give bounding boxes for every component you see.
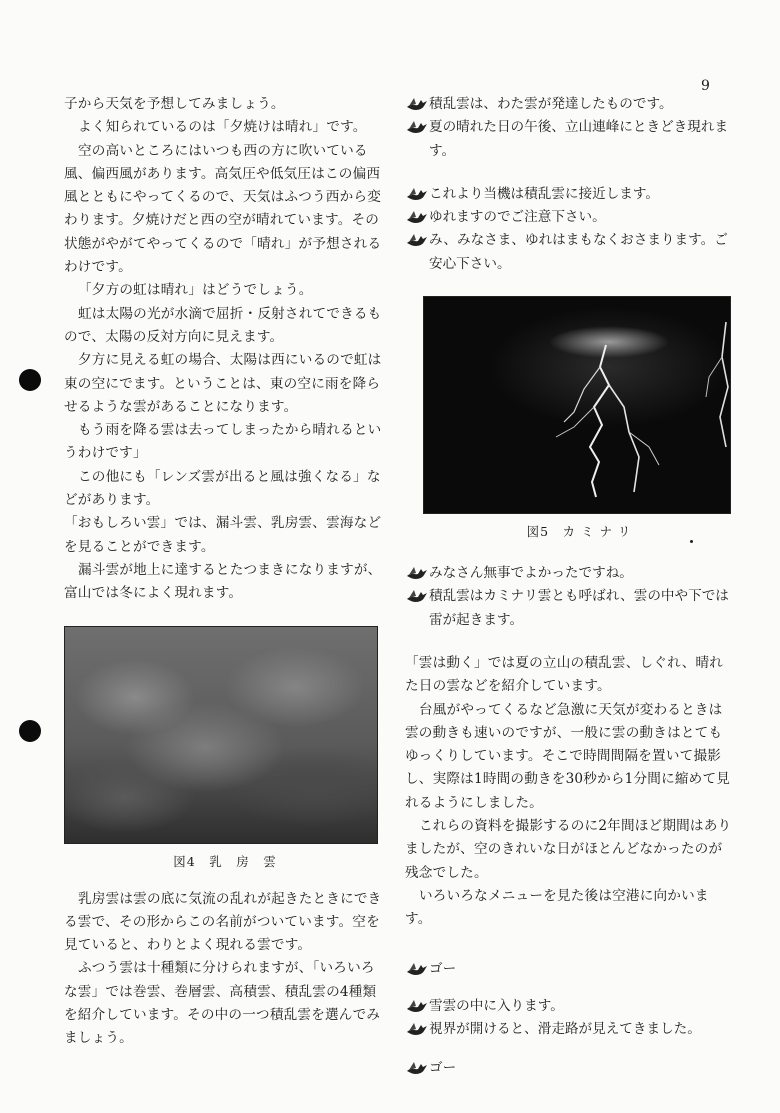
figure-4-caption: 図4 乳 房 雲 (173, 853, 277, 869)
lightning-photo (423, 296, 731, 514)
paragraph: 「雲は動く」では夏の立山の積乱雲、しぐれ、晴れた日の雲などを紹介しています。 (405, 654, 724, 695)
left-column (64, 93, 386, 1051)
binder-hole-bottom (19, 720, 41, 742)
paragraph: 子から天気を予想してみましょう。 (64, 96, 285, 112)
paragraph: 「おもしろい雲」では、漏斗雲、乳房雲、雲海などを見ることができます。 (64, 515, 382, 555)
bird-icon (405, 94, 429, 116)
speech-line (405, 1018, 735, 1041)
bird-icon (405, 1019, 429, 1041)
figure-4 (64, 626, 386, 870)
paragraph: これらの資料を撮影するのに2年間ほど期間はありましたが、空のきれいな日がほとんどなかったのが残念でした。 (405, 818, 732, 881)
paragraph: 乳房雲は雲の底に気流の乱れが起きたときにできる雲で、その形からこの名前がついています。空を見ていると、わりとよく現れる雲です。 (64, 890, 382, 954)
bird-icon (405, 959, 429, 981)
speech-text: み、みなさま、ゆれはまもなくおさまります。ご安心下さい。 (429, 232, 728, 272)
speech-line (405, 995, 735, 1018)
paragraph: 漏斗雲が地上に達するとたつまきになりますが、富山では冬によく現れます。 (64, 561, 382, 602)
bird-icon (405, 996, 429, 1018)
figure-5 (423, 296, 735, 540)
speech-text: 視界が開けると、滑走路が見えてきました。 (429, 1021, 701, 1038)
lightning-bolt-icon (424, 297, 731, 514)
speech-line (405, 1057, 735, 1080)
speech-line (405, 562, 735, 585)
paragraph: よく知られているのは「夕焼けは晴れ」です。 (78, 119, 367, 136)
left-text-bottom (64, 888, 386, 1051)
bird-icon (405, 563, 429, 585)
page-number: 9 (701, 78, 710, 94)
speech-text: 積乱雲は、わた雲が発達したものです。 (429, 96, 673, 112)
speech-line (405, 93, 735, 116)
paragraph: この他にも「レンズ雲が出ると風は強くなる」などがあります。 (64, 468, 381, 509)
left-text-top (64, 93, 386, 606)
speech-text: 雪雲の中に入ります。 (429, 997, 564, 1014)
bird-icon (405, 117, 429, 139)
specks (690, 540, 693, 543)
speech-line (405, 229, 735, 276)
speech-line (405, 206, 735, 229)
speech-group (405, 1057, 735, 1080)
speech-line (405, 183, 735, 206)
speech-line (405, 116, 735, 163)
paragraph: 「夕方の虹は晴れ」はどうでしょう。 (78, 282, 313, 299)
paragraph: 空の高いところにはいつも西の方に吹いている風、偏西風があります。高気圧や低気圧はこの偏西風とともにやってくるので、天気はふつう西から変わります。夕焼けだと西の空が晴れています。その状態がやがてやってくるので「晴れ」が予想されるわけです。 (64, 142, 382, 276)
speech-text: 積乱雲はカミナリ雲とも呼ばれ、雲の中や下では雷が起きます。 (429, 588, 729, 628)
bird-icon (405, 1058, 429, 1080)
bird-icon (405, 207, 429, 229)
paragraph: ふつう雲は十種類に分けられますが、「いろいろな雲」では巻雲、巻層雲、高積雲、積乱雲の4種類を紹介しています。その中の一つ積乱雲を選んでみましょう。 (64, 960, 381, 1047)
mammatus-cloud-photo (64, 626, 378, 844)
speech-text: ゆれますのでご注意下さい。 (429, 209, 606, 226)
paragraph: 台風がやってくるなど急激に天気が変わるときは雲の動きも速いのですが、一般に雲の動きはとてもゆっくりしています。そこで時間間隔を置いて撮影し、実際は1時間の動きを30秒から1分間に縮めて見れるようにしました。 (405, 701, 731, 811)
speech-group (405, 995, 735, 1042)
right-text (405, 652, 735, 932)
speech-text: みなさん無事でよかったですね。 (429, 565, 633, 582)
right-column (405, 93, 735, 1081)
speech-group (405, 958, 735, 981)
speech-text: ゴー (429, 960, 457, 977)
speech-text: ゴー (429, 1060, 457, 1077)
speech-group (405, 183, 735, 276)
binder-hole-top (19, 369, 41, 391)
paragraph: もう雨を降る雲は去ってしまったから晴れるというわけです」 (64, 422, 382, 462)
figure-5-caption: 図5 カ ミ ナ リ (526, 524, 632, 540)
speech-text: 夏の晴れた日の午後、立山連峰にときどき現れます。 (429, 119, 729, 159)
speech-line (405, 958, 735, 981)
speech-group (405, 562, 735, 632)
paragraph: 虹は太陽の光が水滴で屈折・反射されてできるもので、太陽の反対方向に見えます。 (64, 305, 382, 345)
bird-icon (405, 184, 429, 206)
speech-line (405, 585, 735, 632)
paragraph: 夕方に見える虹の場合、太陽は西にいるので虹は東の空にでます。ということは、東の空に雨を降らせるような雲があることになります。 (64, 352, 382, 415)
bird-icon (405, 586, 429, 608)
speech-text: これより当機は積乱雲に接近します。 (429, 185, 660, 202)
speech-group (405, 93, 735, 163)
paragraph: いろいろなメニューを見た後は空港に向かいます。 (405, 887, 709, 928)
bird-icon (405, 230, 429, 252)
